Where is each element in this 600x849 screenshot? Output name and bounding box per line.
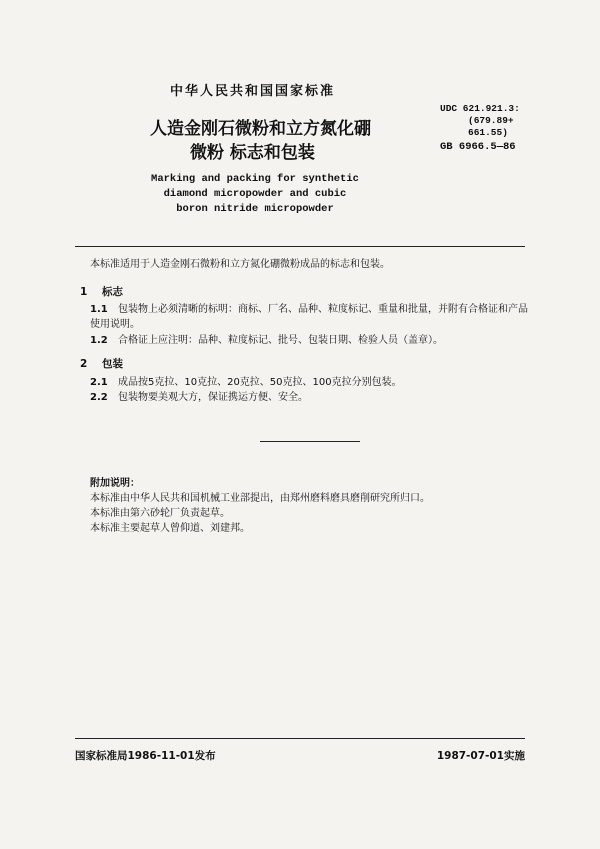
udc-code-line3: 661.55) [468,127,508,138]
title-en-line2: diamond micropowder and cubic [163,188,347,200]
additional-note-line: 本标准由中华人民共和国机械工业部提出，由郑州磨料磨具磨削研究所归口。 [90,493,430,504]
clause-number: 2.1 [90,377,108,388]
section-2-number: 2 [80,358,88,370]
clause-1-1 [90,302,530,332]
clause-text: 合格证上应注明：品种、粒度标记、批号、包装日期、检验人员（盖章）。 [118,335,443,346]
clause-text: 成品按5克拉、10克拉、20克拉、50克拉、100克拉分别包装。 [118,377,402,388]
clause-number: 1.2 [90,335,108,346]
classification-block [440,103,550,153]
issue-date: 国家标准局1986-11-01发布 [75,750,216,762]
effective-date: 1987-07-01实施 [436,750,525,762]
clause-text: 包装物要美观大方，保证携运方便、安全。 [118,392,308,403]
clause-1-2 [90,333,530,348]
section-1-number: 1 [80,286,88,298]
title-zh-line1: 人造金刚石微粉和立方氮化硼 [150,119,371,139]
standard-type-heading: 中华人民共和国国家标准 [170,84,336,99]
title-zh-line2: 微粉 标志和包装 [190,143,315,163]
header-divider [75,246,525,247]
document-title-en [150,172,360,217]
udc-code-line1: UDC 621.921.3: [440,103,520,114]
additional-notes-title: 附加说明： [90,478,140,489]
additional-note-line: 本标准主要起草人曾仰道、刘建邦。 [90,523,250,534]
clause-text: 包装物上必须清晰的标明：商标、厂名、品种、粒度标记、重量和批量，并附有合格证和产品使用说明。 [90,304,528,330]
clause-2-2 [90,390,530,405]
additional-notes [90,476,510,536]
clause-number: 1.1 [90,304,108,315]
clause-2-1 [90,375,530,390]
title-en-line3: boron nitride micropowder [176,203,334,215]
footer-divider [75,738,525,739]
section-1-heading [80,284,123,299]
gb-standard-number: GB 6966.5—86 [440,141,516,153]
additional-note-line: 本标准由第六砂轮厂负责起草。 [90,508,230,519]
section-1-title: 标志 [102,286,123,298]
end-of-text-rule [260,441,360,442]
udc-code-line2: (679.89+ [468,115,514,126]
title-en-line1: Marking and packing for synthetic [151,173,359,185]
section-2-heading [80,356,123,371]
document-title-zh [150,117,390,165]
section-2-title: 包装 [102,358,123,370]
clause-number: 2.2 [90,392,108,403]
scope-paragraph: 本标准适用于人造金刚石微粉和立方氮化硼微粉成品的标志和包装。 [90,259,390,270]
